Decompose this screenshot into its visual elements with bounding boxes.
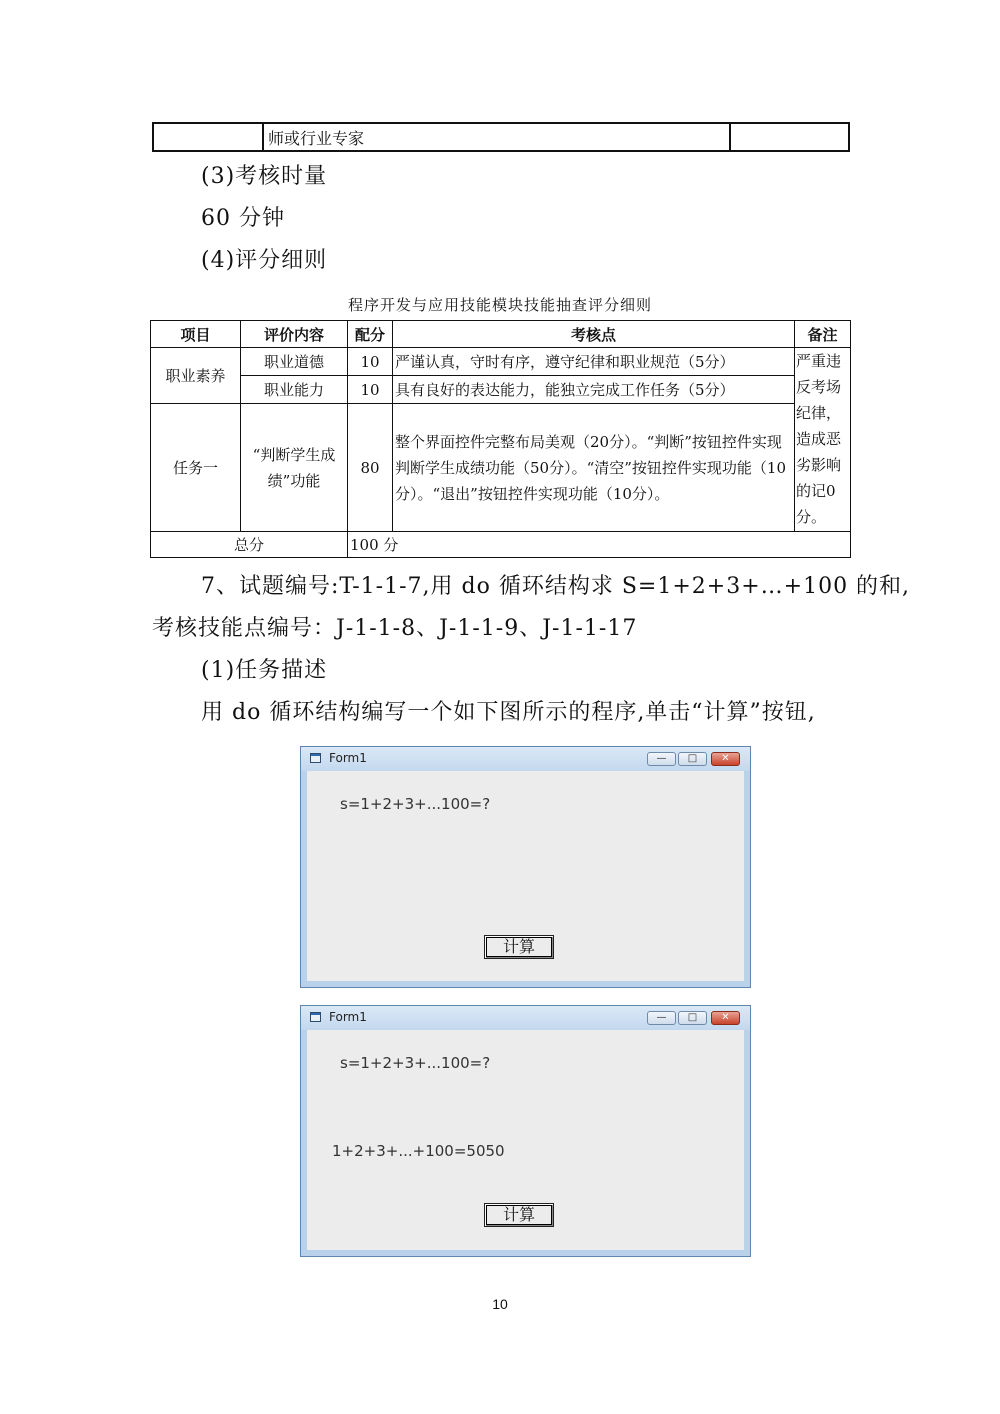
total-value: 100 分 [348, 532, 851, 558]
page-number: 10 [492, 1296, 508, 1312]
header-remark: 备注 [795, 321, 851, 348]
calculate-button[interactable]: 计算 [484, 1203, 554, 1227]
score-task1: 80 [348, 404, 393, 532]
top-table-cell-empty [153, 123, 263, 151]
calculate-button[interactable]: 计算 [484, 935, 554, 959]
top-table-cell-text: 师或行业专家 [263, 123, 730, 151]
form-window-after [300, 1005, 751, 1257]
task7-line1: 7、试题编号:T-1-1-7,用 do 循环结构求 S=1+2+3+…+100 的和, [201, 574, 911, 599]
section-3-heading: (3)考核时量 [201, 164, 328, 189]
section-3-value: 60 分钟 [201, 206, 285, 231]
prompt-label: s=1+2+3+...100=? [340, 795, 491, 813]
table-row [151, 404, 851, 532]
header-score: 配分 [348, 321, 393, 348]
grading-table [150, 320, 851, 558]
item-professional: 职业素养 [151, 348, 241, 404]
task7-line2: 考核技能点编号：J-1-1-8、J-1-1-9、J-1-1-17 [152, 616, 638, 641]
content-ethics: 职业道德 [241, 348, 348, 376]
window-title: Form1 [329, 1010, 367, 1024]
header-item: 项目 [151, 321, 241, 348]
grading-header-row [151, 321, 851, 348]
section-4-heading: (4)评分细则 [201, 248, 328, 273]
total-label: 总分 [151, 532, 348, 558]
table-row [151, 348, 851, 376]
close-icon[interactable]: ✕ [711, 1011, 740, 1025]
score-ethics: 10 [348, 348, 393, 376]
form-client-area [307, 1030, 744, 1250]
result-label: 1+2+3+...+100=5050 [332, 1142, 505, 1160]
item-task1: 任务一 [151, 404, 241, 532]
window-title: Form1 [329, 751, 367, 765]
form-window-before [300, 746, 751, 988]
title-bar [301, 1006, 750, 1030]
content-task1: “判断学生成绩”功能 [241, 404, 348, 532]
point-ability: 具有良好的表达能力，能独立完成工作任务（5分） [393, 376, 795, 404]
prompt-label: s=1+2+3+...100=? [340, 1054, 491, 1072]
title-bar [301, 747, 750, 771]
score-ability: 10 [348, 376, 393, 404]
total-row [151, 532, 851, 558]
point-ethics: 严谨认真，守时有序，遵守纪律和职业规范（5分） [393, 348, 795, 376]
maximize-icon[interactable]: □ [678, 752, 707, 766]
remark-cell: 严重违反考场纪律，造成恶劣影响的记0分。 [795, 348, 851, 532]
point-task1: 整个界面控件完整布局美观（20分）。“判断”按钮控件实现判断学生成绩功能（50分）。“清空”按钮控件实现功能（10分）。“退出”按钮控件实现功能（10分）。 [393, 404, 795, 532]
close-icon[interactable]: ✕ [711, 752, 740, 766]
form-client-area [307, 771, 744, 981]
header-content: 评价内容 [241, 321, 348, 348]
form-icon [310, 1012, 321, 1022]
header-point: 考核点 [393, 321, 795, 348]
grading-table-caption: 程序开发与应用技能模块技能抽查评分细则 [347, 296, 652, 314]
task-description-text: 用 do 循环结构编写一个如下图所示的程序,单击“计算”按钮, [201, 700, 816, 725]
table-row [151, 376, 851, 404]
minimize-icon[interactable]: — [647, 1011, 676, 1025]
top-table-fragment [152, 122, 850, 152]
content-ability: 职业能力 [241, 376, 348, 404]
task-description-heading: (1)任务描述 [201, 658, 328, 683]
minimize-icon[interactable]: — [647, 752, 676, 766]
top-table-cell-empty-right [730, 123, 849, 151]
maximize-icon[interactable]: □ [678, 1011, 707, 1025]
form-icon [310, 753, 321, 763]
